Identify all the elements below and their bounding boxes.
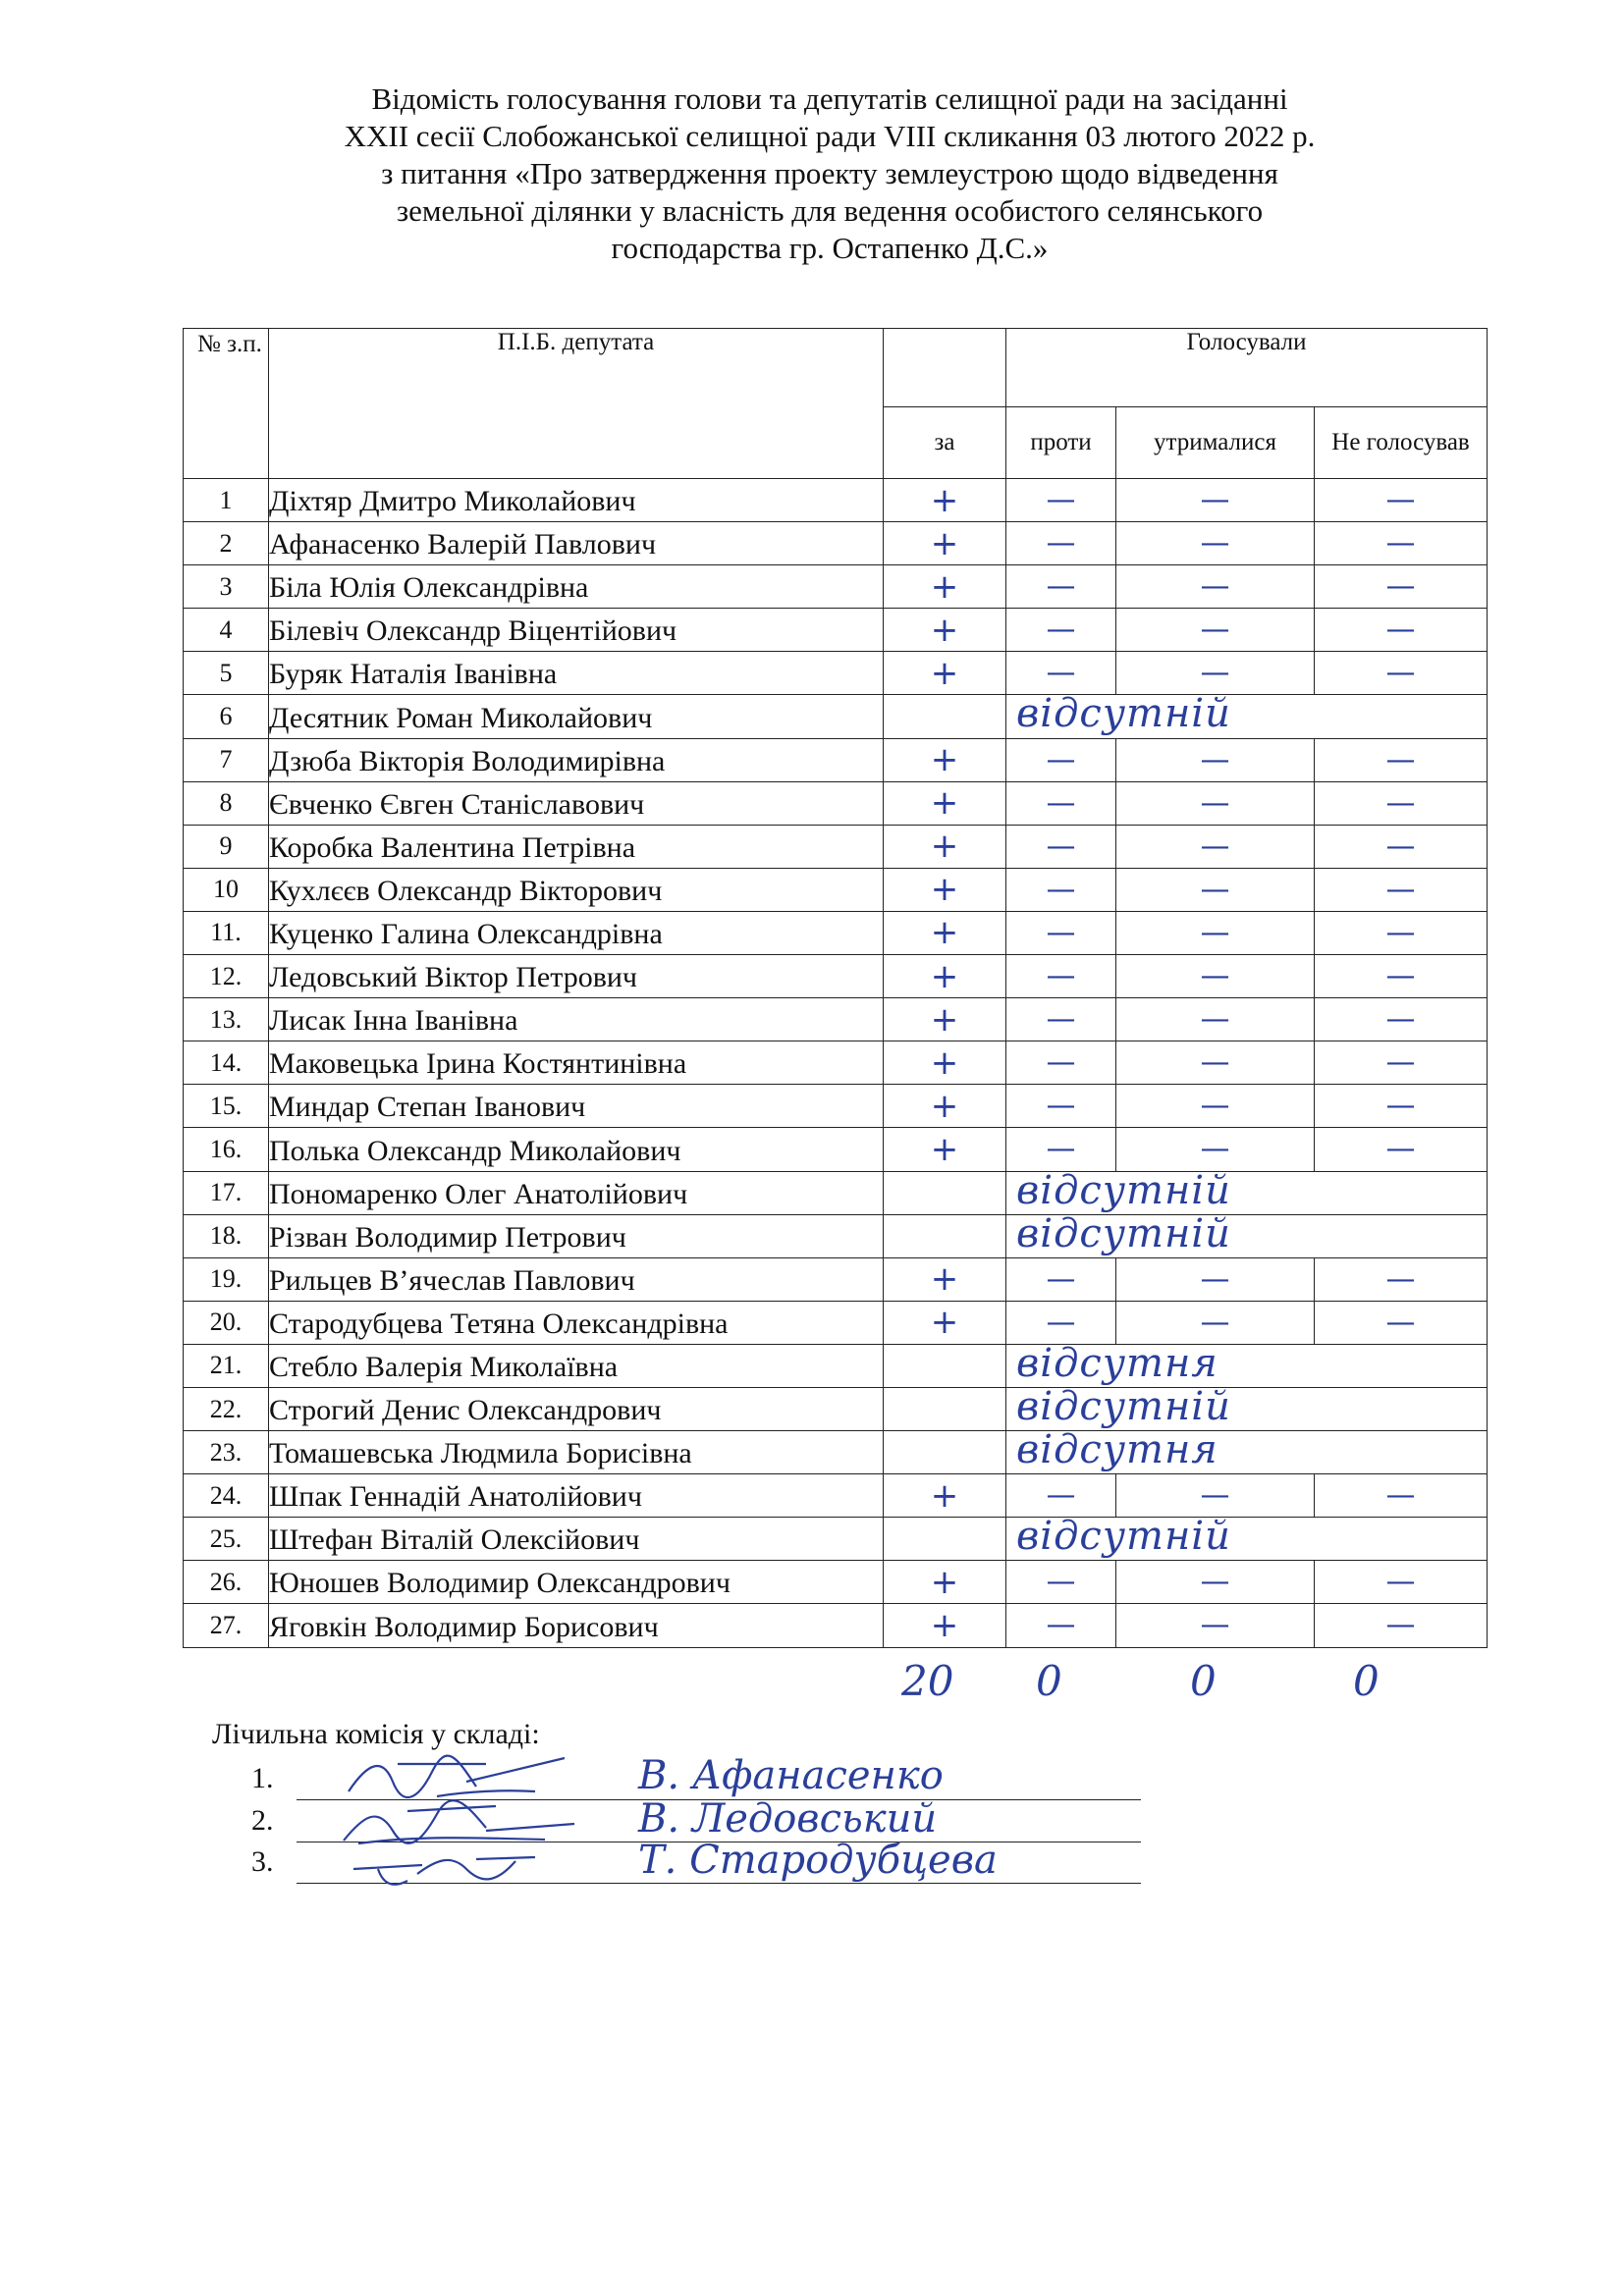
- table-row: [184, 738, 1488, 781]
- header-num: № з.п.: [184, 329, 269, 479]
- table-row: [184, 1128, 1488, 1171]
- table-row: [184, 522, 1488, 565]
- vote-abstained: —: [1116, 609, 1315, 652]
- vote-for: +: [884, 998, 1006, 1041]
- row-number: 15.: [184, 1085, 269, 1128]
- table-row: [184, 1085, 1488, 1128]
- header-name: П.І.Б. депутата: [269, 329, 884, 479]
- member-name: В. Ледовський: [638, 1796, 938, 1842]
- table-row: [184, 1301, 1488, 1344]
- absent-mark: відсутній: [1016, 1514, 1231, 1560]
- vote-for: +: [884, 479, 1006, 522]
- vote-for: +: [884, 1474, 1006, 1518]
- table-row: [184, 1257, 1488, 1301]
- row-number: 6: [184, 695, 269, 738]
- vote-for: +: [884, 911, 1006, 954]
- vote-not-voted: —: [1315, 955, 1488, 998]
- deputy-name: Рильцев В’ячеслав Павлович: [269, 1257, 884, 1301]
- deputy-name: Афанасенко Валерій Павлович: [269, 522, 884, 565]
- vote-against: —: [1006, 911, 1116, 954]
- vote-against: —: [1006, 738, 1116, 781]
- member-number: 3.: [251, 1845, 274, 1878]
- table-row: [184, 868, 1488, 911]
- vote-not-voted: —: [1315, 781, 1488, 825]
- row-number: 11.: [184, 911, 269, 954]
- absent-mark: відсутній: [1016, 1210, 1231, 1256]
- vote-abstained: —: [1116, 522, 1315, 565]
- vote-against: —: [1006, 868, 1116, 911]
- deputy-name: Маковецька Ірина Костянтинівна: [269, 1041, 884, 1085]
- vote-not-voted: —: [1315, 1085, 1488, 1128]
- deputy-name: Шпак Геннадій Анатолійович: [269, 1474, 884, 1518]
- vote-abstained: —: [1116, 652, 1315, 695]
- vote-not-voted: —: [1315, 1301, 1488, 1344]
- vote-against: —: [1006, 479, 1116, 522]
- table-row: [184, 1431, 1488, 1474]
- row-number: 24.: [184, 1474, 269, 1518]
- table-row: [184, 825, 1488, 868]
- vote-not-voted: —: [1315, 998, 1488, 1041]
- vote-not-voted: —: [1315, 609, 1488, 652]
- row-number: 4: [184, 609, 269, 652]
- row-number: 18.: [184, 1214, 269, 1257]
- deputy-name: Юношев Володимир Олександрович: [269, 1561, 884, 1604]
- absent-mark: відсутній: [1016, 1167, 1231, 1213]
- vote-against: —: [1006, 652, 1116, 695]
- deputy-name: Полька Олександр Миколайович: [269, 1128, 884, 1171]
- title-line-1: Відомість голосування голови та депутатів селищної ради на засіданні: [371, 81, 1288, 116]
- table-row: [184, 1604, 1488, 1647]
- row-number: 25.: [184, 1518, 269, 1561]
- table-row: [184, 1474, 1488, 1518]
- vote-for: [884, 1518, 1006, 1561]
- row-number: 14.: [184, 1041, 269, 1085]
- deputy-name: Строгий Денис Олександрович: [269, 1387, 884, 1430]
- row-number: 12.: [184, 955, 269, 998]
- vote-abstained: —: [1116, 868, 1315, 911]
- vote-abstained: —: [1116, 565, 1315, 609]
- vote-abstained: —: [1116, 1474, 1315, 1518]
- document-title: [187, 80, 1473, 267]
- member-name: Т. Стародубцева: [638, 1838, 998, 1883]
- vote-not-voted: —: [1315, 868, 1488, 911]
- total-abstained: 0: [1190, 1657, 1217, 1705]
- deputy-name: Десятник Роман Миколайович: [269, 695, 884, 738]
- deputy-name: Куценко Галина Олександрівна: [269, 911, 884, 954]
- vote-not-voted: —: [1315, 1561, 1488, 1604]
- vote-abstained: —: [1116, 1128, 1315, 1171]
- absent-mark: відсутня: [1016, 1340, 1218, 1386]
- header-against: проти: [1006, 407, 1116, 479]
- deputy-name: Кухлєєв Олександр Вікторович: [269, 868, 884, 911]
- absent-cell: [1006, 1427, 1488, 1474]
- vote-for: +: [884, 609, 1006, 652]
- absent-mark: відсутня: [1016, 1427, 1218, 1473]
- deputy-name: Стародубцева Тетяна Олександрівна: [269, 1301, 884, 1344]
- row-number: 17.: [184, 1171, 269, 1214]
- vote-for: [884, 695, 1006, 738]
- vote-for: +: [884, 781, 1006, 825]
- absent-mark: відсутній: [1016, 1383, 1231, 1429]
- vote-abstained: —: [1116, 955, 1315, 998]
- table-row: [184, 1041, 1488, 1085]
- row-number: 22.: [184, 1387, 269, 1430]
- vote-not-voted: —: [1315, 825, 1488, 868]
- row-number: 13.: [184, 998, 269, 1041]
- vote-for: +: [884, 1257, 1006, 1301]
- row-number: 9: [184, 825, 269, 868]
- row-number: 19.: [184, 1257, 269, 1301]
- vote-abstained: —: [1116, 1085, 1315, 1128]
- table-row: [184, 1214, 1488, 1257]
- vote-for: +: [884, 565, 1006, 609]
- absent-cell: [1006, 1514, 1488, 1561]
- header-blank: [884, 329, 1006, 407]
- row-number: 2: [184, 522, 269, 565]
- vote-for: +: [884, 955, 1006, 998]
- vote-not-voted: —: [1315, 1604, 1488, 1647]
- vote-not-voted: —: [1315, 1128, 1488, 1171]
- vote-for: +: [884, 1041, 1006, 1085]
- row-number: 8: [184, 781, 269, 825]
- deputy-name: Різван Володимир Петрович: [269, 1214, 884, 1257]
- vote-against: —: [1006, 781, 1116, 825]
- table-row: [184, 565, 1488, 609]
- title-line-5: господарства гр. Остапенко Д.С.»: [611, 231, 1049, 265]
- table-row: [184, 1561, 1488, 1604]
- total-not-voted: 0: [1353, 1657, 1380, 1705]
- vote-against: —: [1006, 609, 1116, 652]
- table-row: [184, 695, 1488, 738]
- vote-not-voted: —: [1315, 1041, 1488, 1085]
- row-number: 23.: [184, 1431, 269, 1474]
- table-row: [184, 1171, 1488, 1214]
- vote-against: —: [1006, 1041, 1116, 1085]
- member-number: 2.: [251, 1804, 274, 1837]
- deputy-name: Штефан Віталій Олексійович: [269, 1518, 884, 1561]
- vote-against: —: [1006, 522, 1116, 565]
- vote-abstained: —: [1116, 1561, 1315, 1604]
- vote-not-voted: —: [1315, 652, 1488, 695]
- vote-abstained: —: [1116, 1604, 1315, 1647]
- absent-mark: відсутній: [1016, 691, 1231, 737]
- table-row: [184, 781, 1488, 825]
- vote-abstained: —: [1116, 781, 1315, 825]
- title-line-2: XXII сесії Слобожанської селищної ради VIII скликання 03 лютого 2022 р.: [344, 119, 1316, 153]
- row-number: 3: [184, 565, 269, 609]
- vote-abstained: —: [1116, 998, 1315, 1041]
- vote-for: +: [884, 522, 1006, 565]
- vote-for: [884, 1214, 1006, 1257]
- row-number: 1: [184, 479, 269, 522]
- absent-cell: [1006, 1210, 1488, 1257]
- vote-not-voted: —: [1315, 738, 1488, 781]
- vote-against: —: [1006, 565, 1116, 609]
- table-row: [184, 479, 1488, 522]
- vote-not-voted: —: [1315, 1474, 1488, 1518]
- vote-abstained: —: [1116, 1257, 1315, 1301]
- vote-abstained: —: [1116, 825, 1315, 868]
- voting-table-body: [184, 479, 1488, 1648]
- vote-for: +: [884, 1128, 1006, 1171]
- vote-not-voted: —: [1315, 565, 1488, 609]
- deputy-name: Пономаренко Олег Анатолійович: [269, 1171, 884, 1214]
- vote-against: —: [1006, 1085, 1116, 1128]
- vote-abstained: —: [1116, 1041, 1315, 1085]
- table-row: [184, 652, 1488, 695]
- vote-against: —: [1006, 1604, 1116, 1647]
- signature-3: [339, 1840, 584, 1894]
- deputy-name: Яговкін Володимир Борисович: [269, 1604, 884, 1647]
- vote-for: +: [884, 652, 1006, 695]
- vote-for: +: [884, 738, 1006, 781]
- vote-against: —: [1006, 955, 1116, 998]
- deputy-name: Стебло Валерія Миколаївна: [269, 1344, 884, 1387]
- table-row: [184, 911, 1488, 954]
- row-number: 7: [184, 738, 269, 781]
- vote-for: [884, 1344, 1006, 1387]
- header-abstained: утрималися: [1116, 407, 1315, 479]
- total-against: 0: [1036, 1657, 1062, 1705]
- vote-against: —: [1006, 1301, 1116, 1344]
- vote-for: +: [884, 825, 1006, 868]
- total-for: 20: [901, 1657, 954, 1705]
- header-row-1: [184, 329, 1488, 407]
- vote-for: [884, 1387, 1006, 1430]
- row-number: 10: [184, 868, 269, 911]
- table-row: [184, 1518, 1488, 1561]
- row-number: 27.: [184, 1604, 269, 1647]
- row-number: 16.: [184, 1128, 269, 1171]
- deputy-name: Миндар Степан Іванович: [269, 1085, 884, 1128]
- header-voted: Голосували: [1006, 329, 1488, 407]
- title-line-4: земельної ділянки у власність для ведення особистого селянського: [396, 193, 1264, 228]
- title-line-3: з питання «Про затвердження проекту землеустрою щодо відведення: [381, 156, 1278, 190]
- deputy-name: Ледовський Віктор Петрович: [269, 955, 884, 998]
- row-number: 26.: [184, 1561, 269, 1604]
- deputy-name: Томашевська Людмила Борисівна: [269, 1431, 884, 1474]
- deputy-name: Євченко Євген Станіславович: [269, 781, 884, 825]
- vote-not-voted: —: [1315, 479, 1488, 522]
- deputy-name: Дзюба Вікторія Володимирівна: [269, 738, 884, 781]
- table-row: [184, 998, 1488, 1041]
- absent-cell: [1006, 1167, 1488, 1214]
- vote-not-voted: —: [1315, 1257, 1488, 1301]
- row-number: 5: [184, 652, 269, 695]
- deputy-name: Діхтяр Дмитро Миколайович: [269, 479, 884, 522]
- deputy-name: Білевіч Олександр Віцентійович: [269, 609, 884, 652]
- vote-abstained: —: [1116, 479, 1315, 522]
- header-not-voted: Не голосував: [1315, 407, 1488, 479]
- table-row: [184, 955, 1488, 998]
- vote-abstained: —: [1116, 738, 1315, 781]
- vote-not-voted: —: [1315, 522, 1488, 565]
- vote-against: —: [1006, 1561, 1116, 1604]
- vote-for: +: [884, 1301, 1006, 1344]
- vote-for: +: [884, 868, 1006, 911]
- member-number: 1.: [251, 1762, 274, 1794]
- absent-cell: [1006, 1340, 1488, 1387]
- vote-against: —: [1006, 1128, 1116, 1171]
- vote-against: —: [1006, 1474, 1116, 1518]
- deputy-name: Буряк Наталія Іванівна: [269, 652, 884, 695]
- vote-against: —: [1006, 1257, 1116, 1301]
- deputy-name: Лисак Інна Іванівна: [269, 998, 884, 1041]
- deputy-name: Біла Юлія Олександрівна: [269, 565, 884, 609]
- deputy-name: Коробка Валентина Петрівна: [269, 825, 884, 868]
- vote-for: +: [884, 1561, 1006, 1604]
- absent-cell: [1006, 1383, 1488, 1430]
- vote-abstained: —: [1116, 911, 1315, 954]
- table-row: [184, 1344, 1488, 1387]
- vote-for: +: [884, 1085, 1006, 1128]
- vote-abstained: —: [1116, 1301, 1315, 1344]
- vote-against: —: [1006, 825, 1116, 868]
- commission-label: Лічильна комісія у складі:: [212, 1718, 540, 1750]
- row-number: 21.: [184, 1344, 269, 1387]
- table-row: [184, 609, 1488, 652]
- header-for: за: [884, 407, 1006, 479]
- member-name: В. Афанасенко: [638, 1753, 944, 1798]
- vote-not-voted: —: [1315, 911, 1488, 954]
- vote-for: [884, 1171, 1006, 1214]
- row-number: 20.: [184, 1301, 269, 1344]
- vote-for: +: [884, 1604, 1006, 1647]
- vote-against: —: [1006, 998, 1116, 1041]
- vote-for: [884, 1431, 1006, 1474]
- absent-cell: [1006, 691, 1488, 738]
- table-row: [184, 1387, 1488, 1430]
- voting-table: [183, 328, 1488, 1648]
